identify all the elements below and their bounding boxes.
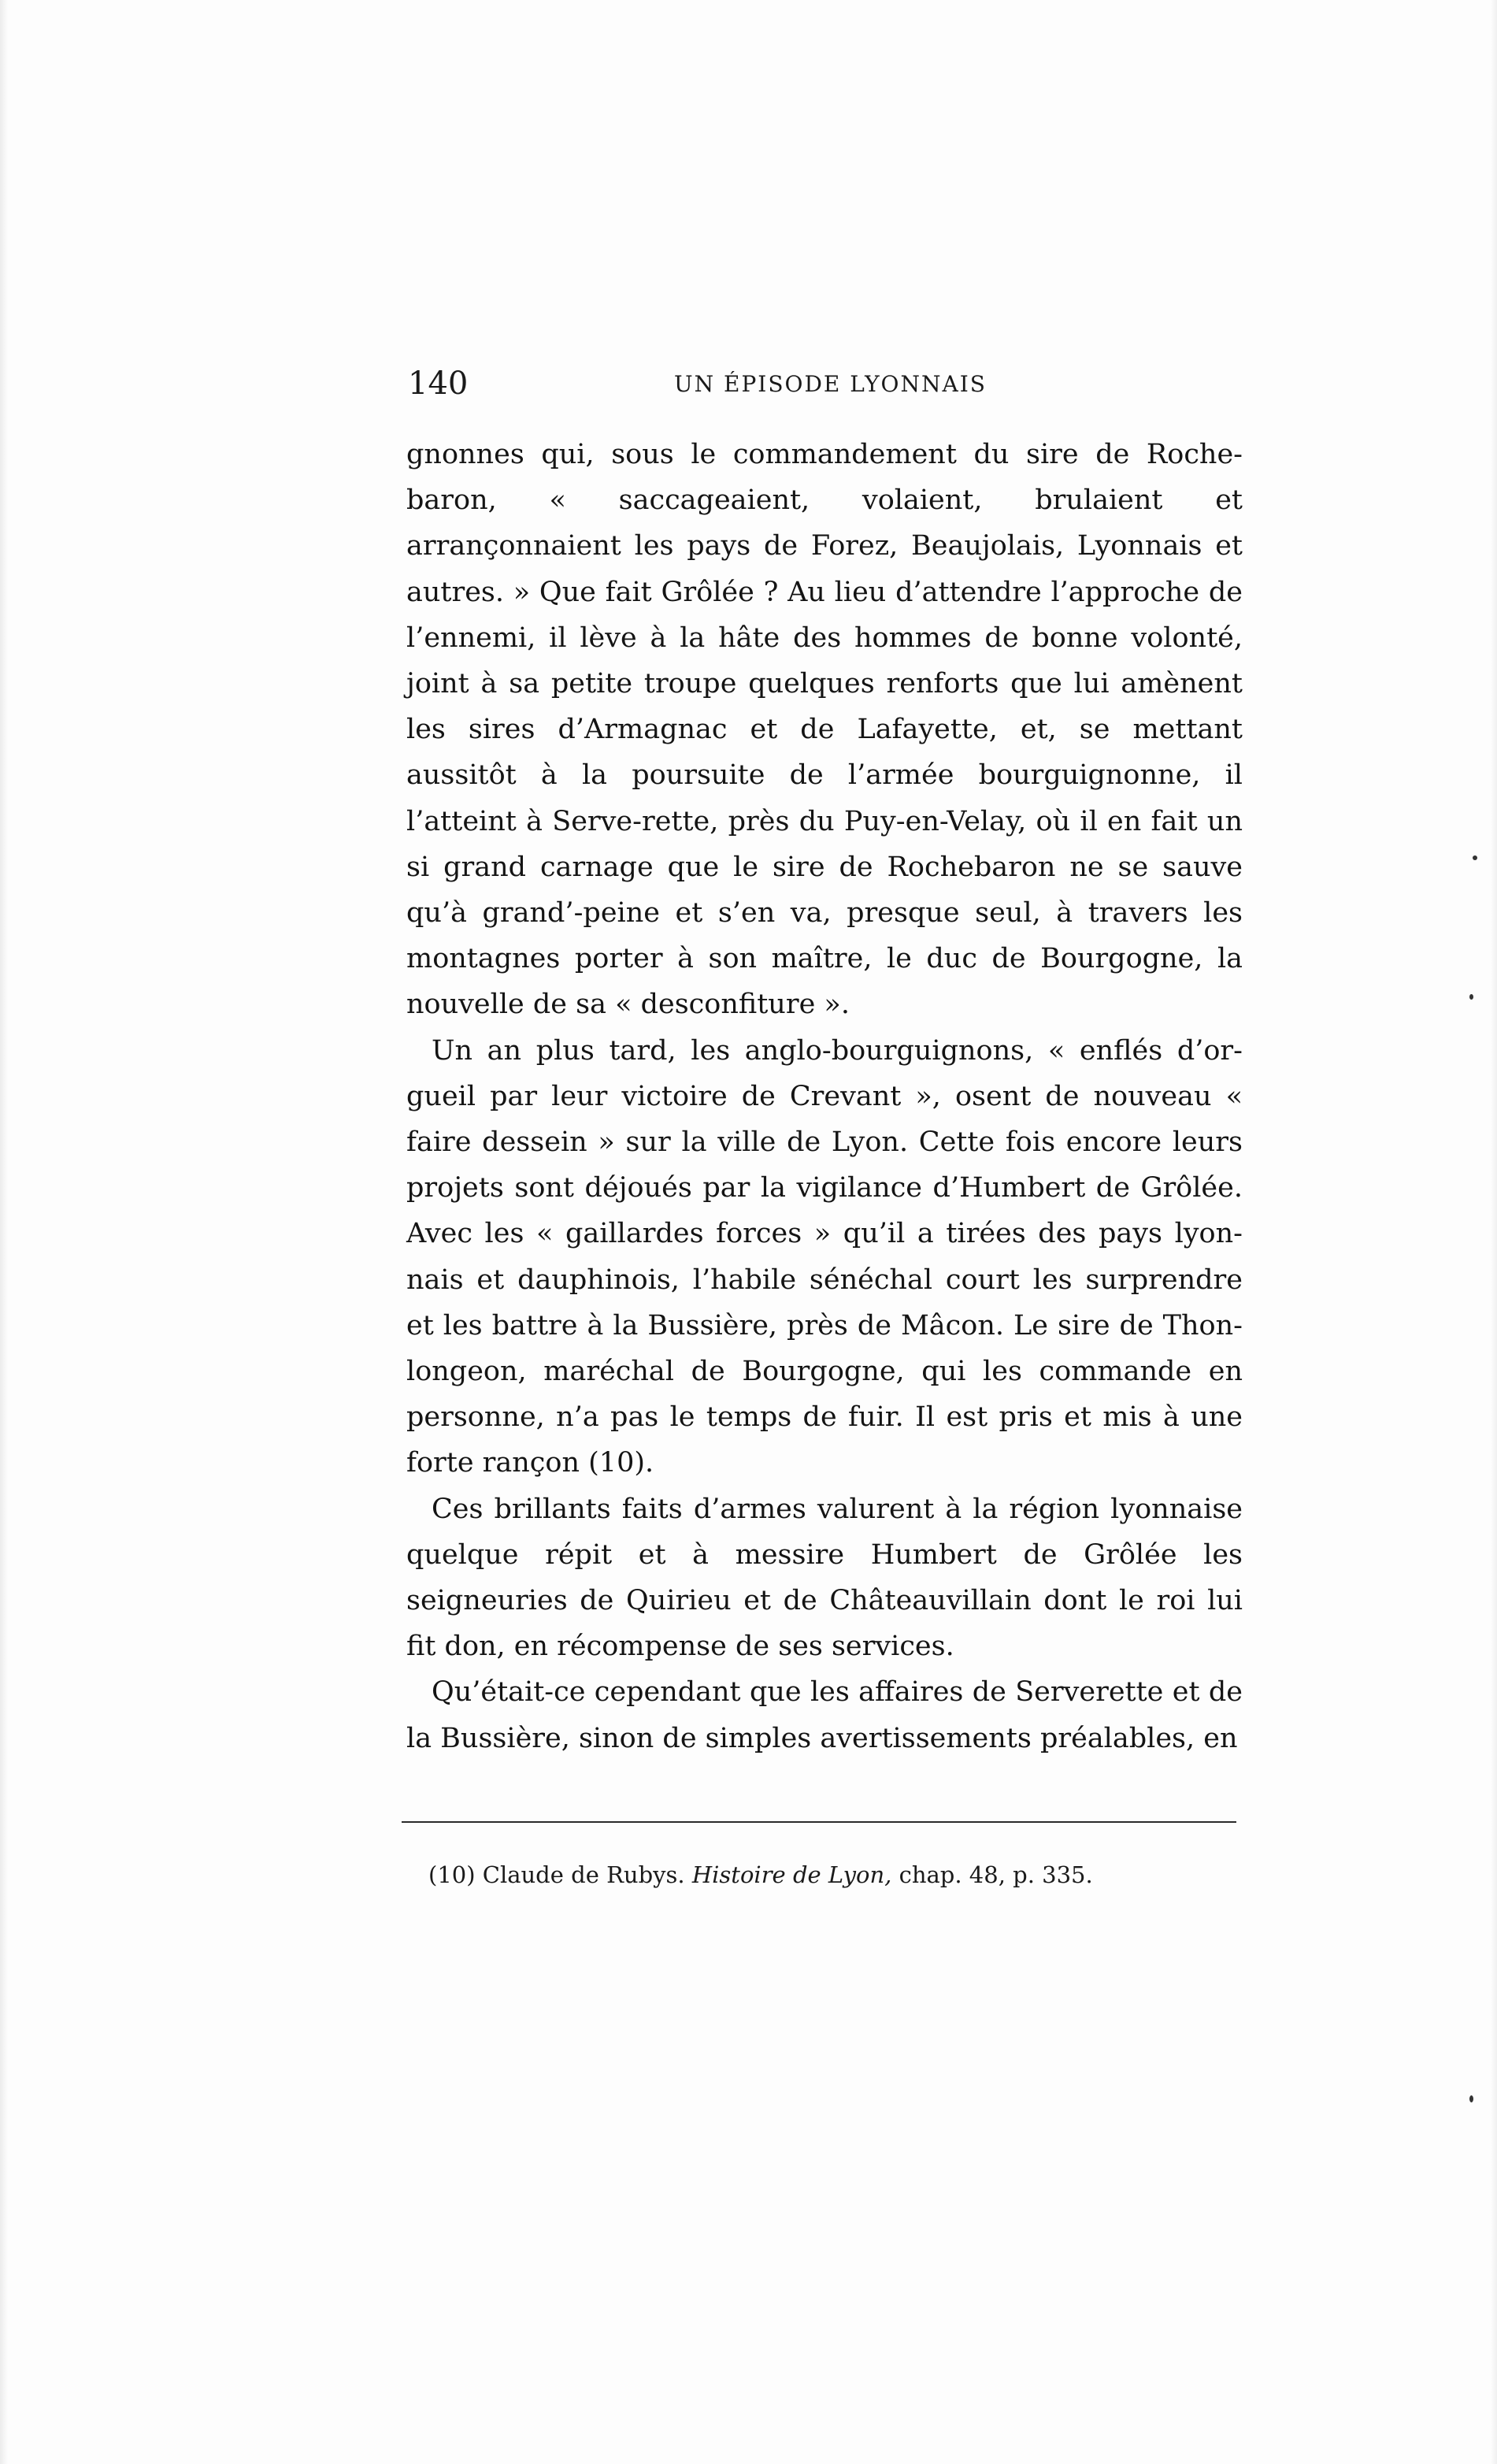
- paragraph: Qu’était-ce cependant que les affaires de Serverette et de la Bussière, sinon de simples avertissements préalables, en: [406, 1676, 1243, 1754]
- paragraph: Un an plus tard, les anglo-bourguignons, « enflés d’or-gueil par leur victoire de Crevant », osent de nouveau « faire dessein » sur la ville de Lyon. Cette fois encore leurs projets sont déjoués par la vigilance d’Humbert de Grôlée. Avec les « gaillardes forces » qu’il a tirées des pays lyon-nais et dauphinois, l’habile sénéchal court les surprendre et les battre à la Bussière, près de Mâcon. Le sire de Thon-longeon, maréchal de Bourgogne, qui les commande en personne, n’a pas le temps de fuir. Il est pris et mis à une forte rançon (10).: [406, 1034, 1243, 1479]
- scan-edge-left: [0, 0, 8, 2464]
- footnote-author: Claude de Rubys.: [482, 1861, 685, 1888]
- footnote-work-title: Histoire de Lyon,: [691, 1861, 892, 1888]
- footnote: [428, 1859, 1247, 1891]
- scan-edge-right: [1491, 0, 1497, 2464]
- body-text: [406, 432, 1243, 1761]
- ink-speck: [1473, 855, 1477, 860]
- ink-speck: [1469, 2095, 1473, 2102]
- ink-speck: [1469, 994, 1473, 1000]
- footnote-marker: (10): [428, 1861, 476, 1888]
- running-title: UN ÉPISODE LYONNAIS: [674, 371, 987, 397]
- paragraph: Ces brillants faits d’armes valurent à la région lyonnaise quelque répit et à messire Humbert de Grôlée les seigneuries de Quirieu et de Châteauvillain dont le roi lui fit don, en récompense de ses services.: [406, 1493, 1243, 1663]
- footnote-rule: [402, 1821, 1236, 1823]
- footnote-location: chap. 48, p. 335.: [899, 1861, 1093, 1888]
- page-number: 140: [408, 366, 469, 402]
- running-head: [408, 364, 1244, 403]
- paragraph-continuation: gnonnes qui, sous le commandement du sire de Roche-baron, « saccageaient, volaient, brulaient et arrançonnaient les pays de Forez, Beaujolais, Lyonnais et autres. » Que fait Grôlée ? Au lieu d’attendre l’approche de l’ennemi, il lève à la hâte des hommes de bonne volonté, joint à sa petite troupe quelques renforts que lui amènent les sires d’Armagnac et de Lafayette, et, se mettant aussitôt à la poursuite de l’armée bourguignonne, il l’atteint à Serve-rette, près du Puy-en-Velay, où il en fait un si grand carnage que le sire de Rochebaron ne se sauve qu’à grand’-peine et s’en va, presque seul, à travers les montagnes porter à son maître, le duc de Bourgogne, la nouvelle de sa « desconfiture ».: [406, 439, 1243, 1021]
